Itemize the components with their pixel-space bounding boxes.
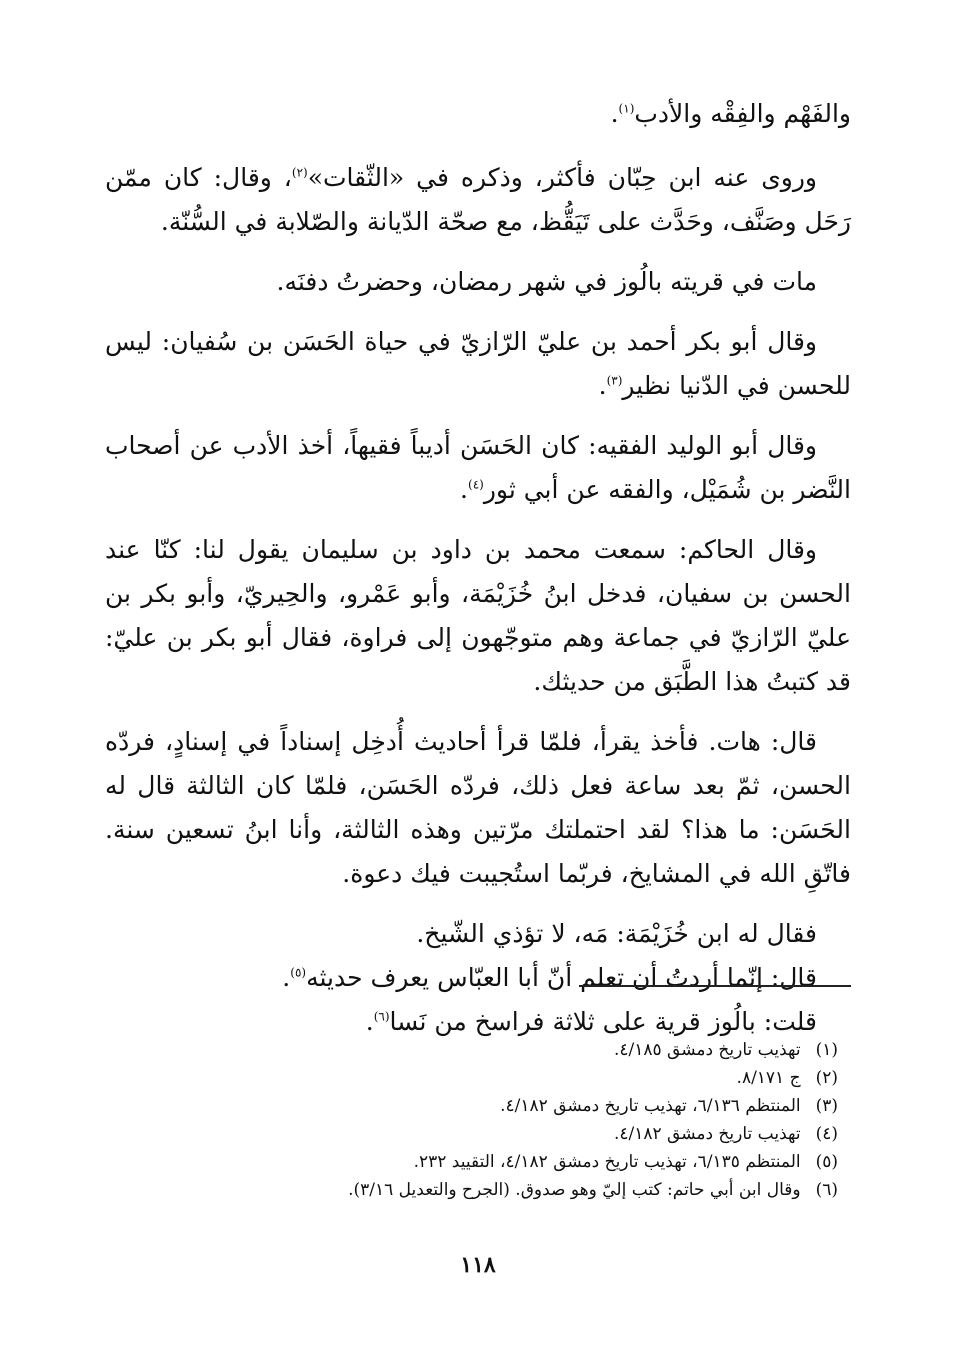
page-body	[105, 92, 851, 1044]
paragraph-3-text: مات في قريته بالُوز في شهر رمضان، وحضرتُ دفنَه.	[276, 267, 817, 296]
closing-line-1-text: فقال له ابن خُزَيْمَة: مَه، لا تؤذي الشّيخ.	[416, 919, 817, 948]
paragraph-2-text: وروى عنه ابن حِبّان فأكثر، وذكره في «الثّقات»	[307, 163, 817, 192]
paragraph-1-text: والفَهْم والفِقْه والأدب	[634, 99, 851, 128]
footnote-4-text: تهذيب تاريخ دمشق ٤/١٨٢.	[613, 1124, 801, 1144]
footnotes	[105, 1036, 838, 1204]
footnote-1	[105, 1036, 838, 1064]
closing-line-3-tail: .	[365, 1007, 374, 1036]
closing-line-2-text: قال: إنّما أردتُ أن تعلم أنّ أبا العبّاس يعرف حديثه	[306, 963, 817, 992]
paragraph-1-tail: .	[610, 99, 619, 128]
closing-line-2	[105, 956, 851, 1000]
page-number: ١١٨	[460, 1252, 496, 1278]
footnote-4-number: (٤)	[815, 1124, 838, 1144]
footnote-2-number: (٢)	[815, 1068, 838, 1088]
footnote-ref-4: (٤)	[468, 477, 484, 492]
footnote-1-text: تهذيب تاريخ دمشق ٤/١٨٥.	[613, 1040, 801, 1060]
footnote-2	[105, 1064, 838, 1092]
footnote-divider	[579, 985, 851, 987]
paragraph-2	[105, 156, 851, 244]
footnote-1-number: (١)	[815, 1040, 838, 1060]
footnote-4	[105, 1120, 838, 1148]
paragraph-5-tail: .	[460, 475, 468, 504]
footnote-ref-5: (٥)	[290, 965, 307, 980]
paragraph-4-tail: .	[598, 371, 607, 400]
closing-line-1	[105, 912, 851, 956]
closing-line-2-tail: .	[282, 963, 291, 992]
footnote-5-text: المنتظم ٦/١٣٥، تهذيب تاريخ دمشق ٤/١٨٢، التقييد ٢٣٢.	[413, 1152, 801, 1172]
paragraph-6-text: وقال الحاكم: سمعت محمد بن داود بن سليمان يقول لنا: كنّا عند الحسن بن سفيان، فدخل ابنُ خُزَيْمَة، وأبو عَمْرو، والحِيريّ، وأبو بكر بن عليّ الرّازيّ في جماعة وهم متوجّهون إلى فراوة، فقال أبو بكر بن عليّ: قد كتبتُ هذا الطَّبَق من حديثك.	[105, 535, 851, 696]
footnote-6-number: (٦)	[815, 1180, 838, 1200]
paragraph-4-text: وقال أبو بكر أحمد بن عليّ الرّازيّ في حياة الحَسَن بن سُفيان: ليس للحسن في الدّنيا نظير	[105, 327, 851, 400]
footnote-3	[105, 1092, 838, 1120]
paragraph-2-tail: ، وقال: كان ممّن رَحَل وصَنَّف، وحَدَّث على تَيَقُّظ، مع صحّة الدّيانة والصّلابة في السُّنّة.	[105, 163, 851, 236]
paragraph-1	[105, 92, 851, 136]
footnote-3-text: المنتظم ٦/١٣٦، تهذيب تاريخ دمشق ٤/١٨٢.	[500, 1096, 801, 1116]
footnote-ref-2: (٢)	[291, 165, 308, 180]
footnote-2-text: ج ٨/١٧١.	[736, 1068, 801, 1088]
footnote-5	[105, 1148, 838, 1176]
footnote-ref-3: (٣)	[606, 373, 623, 388]
closing-lines	[105, 912, 851, 1044]
paragraph-3	[105, 260, 851, 304]
footnote-ref-1: (١)	[618, 101, 635, 116]
footnote-5-number: (٥)	[815, 1152, 838, 1172]
footnote-6-text: وقال ابن أبي حاتم: كتب إليّ وهو صدوق. (الجرح والتعديل ٣/١٦).	[348, 1180, 801, 1200]
footnote-6	[105, 1176, 838, 1204]
closing-line-3-text: قلت: بالُوز قرية على ثلاثة فراسخ من نَسا	[389, 1007, 817, 1036]
paragraph-5	[105, 424, 851, 512]
paragraph-7	[105, 720, 851, 896]
paragraph-5-text: وقال أبو الوليد الفقيه: كان الحَسَن أديباً فقيهاً، أخذ الأدب عن أصحاب النَّضر بن شُمَيْل، والفقه عن أبي ثور	[105, 431, 851, 504]
paragraph-6	[105, 528, 851, 704]
paragraph-4	[105, 320, 851, 408]
footnote-ref-6: (٦)	[373, 1009, 390, 1024]
paragraph-7-text: قال: هات. فأخذ يقرأ، فلمّا قرأ أحاديث أُدخِل إسناداً في إسنادٍ، فردّه الحسن، ثمّ بعد ساعة فعل ذلك، فردّه الحَسَن، فلمّا كان الثالثة قال له الحَسَن: ما هذا؟ لقد احتملتك مرّتين وهذه الثالثة، وأنا ابنُ تسعين سنة. فاتّقِ الله في المشايخ، فربّما استُجيبت فيك دعوة.	[105, 727, 852, 888]
footnote-3-number: (٣)	[815, 1096, 838, 1116]
